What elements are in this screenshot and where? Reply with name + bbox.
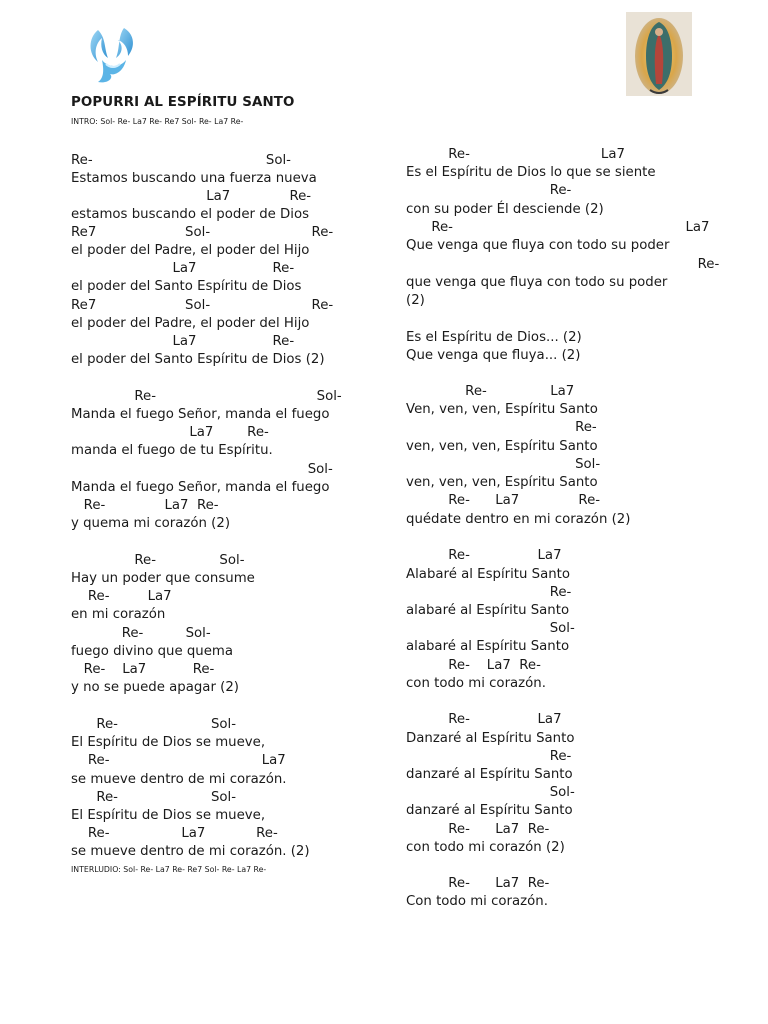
lyric-line: El Espíritu de Dios se mueve,	[71, 735, 266, 750]
lyric-line: ven, ven, ven, Espíritu Santo	[406, 475, 598, 490]
chord-line: Re7 Sol- Re-	[71, 225, 334, 240]
chord-line: Re- La7	[71, 753, 286, 768]
chord-line: Re-	[406, 183, 572, 198]
interlude-chords: INTERLUDIO: Sol- Re- La7 Re- Re7 Sol- Re- La7 Re-	[71, 865, 267, 874]
chord-line: Re- Sol-	[71, 790, 237, 805]
chord-line: Re- La7 Re-	[71, 662, 215, 677]
virgin-of-guadalupe-image	[626, 12, 692, 96]
chord-line: Re- Sol-	[71, 389, 342, 404]
lyric-line: Estamos buscando una fuerza nueva	[71, 171, 317, 186]
lyric-line: se mueve dentro de mi corazón. (2)	[71, 844, 310, 859]
chord-line: Re-	[406, 749, 572, 764]
lyric-line: con todo mi corazón.	[406, 676, 546, 691]
chord-line: Sol-	[406, 457, 601, 472]
lyric-line: Que venga que fluya... (2)	[406, 348, 581, 363]
chord-line: La7 Re-	[71, 261, 295, 276]
dove-icon	[84, 24, 140, 86]
chord-line: Re- La7 Re-	[406, 822, 550, 837]
lyric-line: alabaré al Espíritu Santo	[406, 639, 570, 654]
chord-line: Re-	[406, 420, 597, 435]
chord-line: Re- La7	[406, 220, 710, 235]
lyric-line: Hay un poder que consume	[71, 571, 255, 586]
lyric-line: se mueve dentro de mi corazón.	[71, 772, 287, 787]
chord-line: Re- La7 Re-	[71, 498, 219, 513]
lyric-line: que venga que fluya con todo su poder	[406, 275, 668, 290]
lyric-line: el poder del Santo Espíritu de Dios (2)	[71, 352, 325, 367]
chord-line: Re- La7 Re-	[406, 658, 541, 673]
chord-line: Re- Sol-	[71, 153, 291, 168]
lyric-line: Ven, ven, ven, Espíritu Santo	[406, 402, 598, 417]
lyric-line: el poder del Padre, el poder del Hijo	[71, 316, 310, 331]
chord-line: Re- Sol-	[71, 553, 245, 568]
lyric-line: en mi corazón	[71, 607, 166, 622]
lyric-line: con todo mi corazón (2)	[406, 840, 565, 855]
lyric-line: y quema mi corazón (2)	[71, 516, 231, 531]
chord-line: Re- La7	[406, 384, 575, 399]
lyric-line: (2)	[406, 293, 425, 308]
lyric-line: quédate dentro en mi corazón (2)	[406, 512, 631, 527]
chord-line: Re-	[406, 585, 572, 600]
lyric-line: Manda el fuego Señor, manda el fuego	[71, 480, 330, 495]
lyric-line: con su poder Él desciende (2)	[406, 202, 604, 217]
chord-line: Re- La7	[406, 712, 562, 727]
lyric-line: Manda el fuego Señor, manda el fuego	[71, 407, 330, 422]
lyric-line: Alabaré al Espíritu Santo	[406, 567, 571, 582]
lyric-line: el poder del Santo Espíritu de Dios	[71, 279, 302, 294]
chord-line: Re- La7 Re-	[406, 876, 550, 891]
lyric-line: Danzaré al Espíritu Santo	[406, 731, 575, 746]
chord-line: Sol-	[406, 785, 575, 800]
lyric-line: el poder del Padre, el poder del Hijo	[71, 243, 310, 258]
chord-line: Re- La7	[406, 548, 562, 563]
chord-line: La7 Re-	[71, 334, 295, 349]
lyric-line: fuego divino que quema	[71, 644, 234, 659]
lyric-line: manda el fuego de tu Espíritu.	[71, 443, 273, 458]
chord-line: Sol-	[406, 621, 575, 636]
lyric-line: danzaré al Espíritu Santo	[406, 767, 573, 782]
lyric-line: alabaré al Espíritu Santo	[406, 603, 570, 618]
lyric-line: El Espíritu de Dios se mueve,	[71, 808, 266, 823]
chord-line: Re7 Sol- Re-	[71, 298, 334, 313]
lyric-line: ven, ven, ven, Espíritu Santo	[406, 439, 598, 454]
lyric-line: Con todo mi corazón.	[406, 894, 548, 909]
lyric-line: Es el Espíritu de Dios... (2)	[406, 330, 582, 345]
chord-line: Re- La7	[71, 589, 172, 604]
chord-line: Re- Sol-	[71, 626, 211, 641]
lyric-line: Que venga que fluya con todo su poder	[406, 238, 670, 253]
lyric-line: estamos buscando el poder de Dios	[71, 207, 310, 222]
chord-line: Re- La7	[406, 147, 625, 162]
page-title: POPURRI AL ESPÍRITU SANTO	[71, 95, 295, 110]
chord-line: Sol-	[71, 462, 333, 477]
lyric-line: danzaré al Espíritu Santo	[406, 803, 573, 818]
chord-line: La7 Re-	[71, 189, 312, 204]
chord-line: Re- Sol-	[71, 717, 237, 732]
lyric-line: Es el Espíritu de Dios lo que se siente	[406, 165, 656, 180]
chord-line: Re-	[406, 257, 720, 272]
intro-chords: INTRO: Sol- Re- La7 Re- Re7 Sol- Re- La7 Re-	[71, 117, 244, 126]
chord-line: Re- La7 Re-	[71, 826, 278, 841]
lyric-line: y no se puede apagar (2)	[71, 680, 239, 695]
chord-line: Re- La7 Re-	[406, 493, 601, 508]
chord-line: La7 Re-	[71, 425, 269, 440]
